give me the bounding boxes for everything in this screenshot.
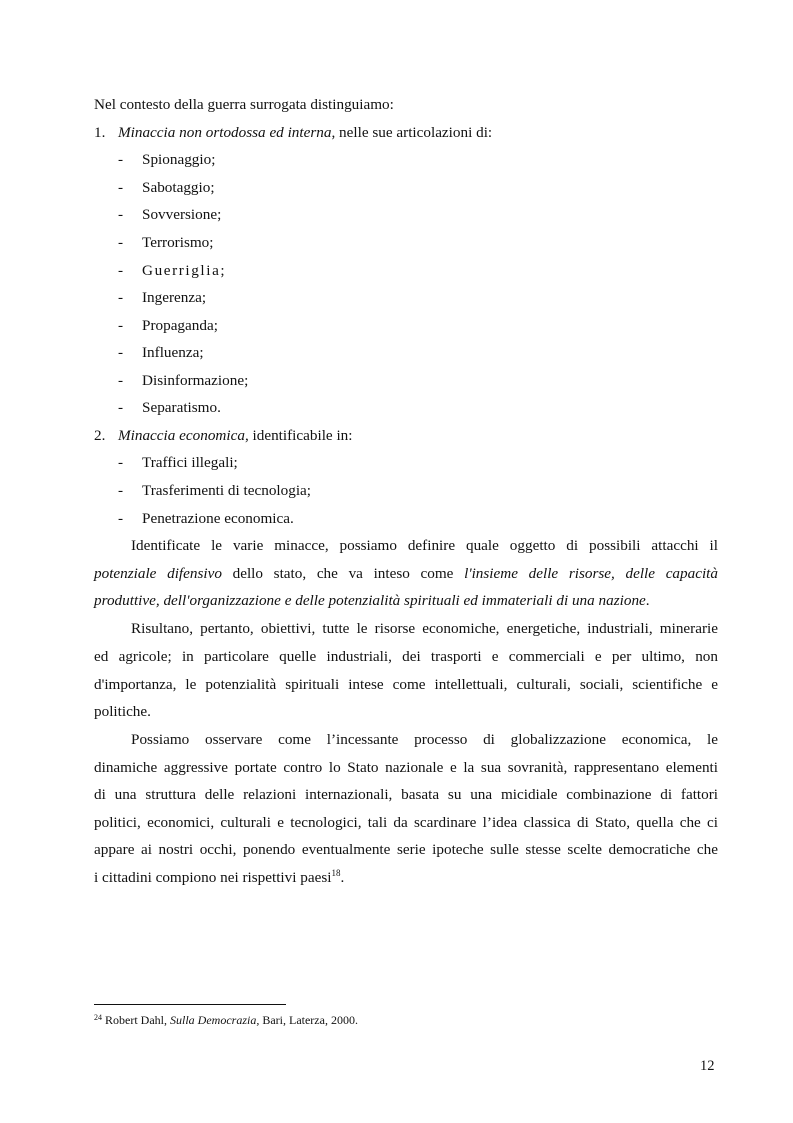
paragraph-3-line-2: dinamiche aggressive portate contro lo Stato nazionale e la sua sovranità, rappresentano elementi (94, 759, 718, 776)
bullet-dash: - (118, 206, 124, 223)
paragraph-2-line-3: d'importanza, le potenzialità spirituali intese come intellettuali, culturali, sociali, scientifiche e (94, 676, 718, 693)
section-2-rest: , identificabile in: (244, 427, 353, 444)
bullet-dash: - (118, 262, 124, 279)
emphasis-text: produttive, dell'organizzazione e delle potenzialità spirituali ed immateriali di una nazione (94, 592, 646, 609)
list-item-text: Guerriglia; (142, 262, 227, 279)
list-item-text: Traffici illegali; (142, 454, 238, 471)
bullet-dash: - (118, 482, 124, 499)
bullet-dash: - (118, 344, 124, 361)
footnote (94, 1013, 358, 1027)
bullet-dash: - (118, 372, 124, 389)
paragraph-3-line-4: politici, economici, culturali e tecnologici, tali da scardinare l’idea classica di Stato, quella che ci (94, 814, 718, 831)
bullet-dash: - (118, 510, 124, 527)
list-item-text: Sovversione; (142, 206, 222, 223)
paragraph-2-line-1: Risultano, pertanto, obiettivi, tutte le risorse economiche, energetiche, industriali, minerarie (131, 620, 718, 637)
list-item-text: Sabotaggio; (142, 179, 215, 196)
list-item-text: Influenza; (142, 344, 204, 361)
bullet-dash: - (118, 317, 124, 334)
footnote-author: Robert Dahl, (102, 1013, 170, 1027)
section-2-number: 2. (94, 427, 106, 444)
bullet-dash: - (118, 289, 124, 306)
list-item-text: Trasferimenti di tecnologia; (142, 482, 311, 499)
footnote-marker: 24 (94, 1013, 102, 1022)
paragraph-1-line-3 (94, 592, 650, 610)
footnote-title: Sulla Democrazia, (170, 1013, 260, 1027)
list-item-text: Separatismo. (142, 399, 221, 416)
paragraph-3-line-5: appare ai nostri occhi, ponendo eventualmente serie ipoteche sulle stesse scelte democratiche che (94, 841, 718, 858)
paragraph-3-line-6 (94, 869, 344, 887)
paragraph-3-line-3: di una struttura delle relazioni internazionali, basata su una micidiale combinazione di fattori (94, 786, 718, 803)
bullet-dash: - (118, 454, 124, 471)
section-1-rest: , nelle sue articolazioni di: (331, 124, 493, 141)
section-2-text (118, 427, 352, 445)
section-1-text (118, 124, 492, 142)
paragraph-1-line-2 (94, 565, 718, 583)
bullet-dash: - (118, 179, 124, 196)
paragraph-text: . (645, 592, 650, 609)
paragraph-1-line-1: Identificate le varie minacce, possiamo definire quale oggetto di possibili attacchi il (131, 537, 718, 554)
section-1-title: Minaccia non ortodossa ed interna (118, 124, 332, 141)
footnote-reference[interactable]: 18 (331, 868, 341, 878)
emphasis-text: l'insieme delle risorse, delle capacità (464, 565, 718, 582)
footnote-rest: Bari, Laterza, 2000. (259, 1013, 358, 1027)
footnote-divider (94, 1004, 286, 1005)
list-item-text: Disinformazione; (142, 372, 249, 389)
list-item-text: Penetrazione economica. (142, 510, 294, 527)
bullet-dash: - (118, 151, 124, 168)
list-item-text: Terrorismo; (142, 234, 214, 251)
paragraph-text: . (340, 869, 345, 886)
section-1-number: 1. (94, 124, 106, 141)
intro-line: Nel contesto della guerra surrogata distinguiamo: (94, 96, 394, 113)
emphasis-text: potenziale difensivo (94, 565, 222, 582)
list-item-text: Propaganda; (142, 317, 218, 334)
section-2-title: Minaccia economica (118, 427, 245, 444)
paragraph-3-line-1: Possiamo osservare come l’incessante processo di globalizzazione economica, le (131, 731, 718, 748)
bullet-dash: - (118, 399, 124, 416)
paragraph-text: i cittadini compiono nei rispettivi paesi (94, 869, 332, 886)
paragraph-2-line-4: politiche. (94, 703, 151, 720)
paragraph-text: dello stato, che va inteso come (221, 565, 465, 582)
bullet-dash: - (118, 234, 124, 251)
list-item-text: Ingerenza; (142, 289, 207, 306)
page-number: 12 (700, 1058, 715, 1074)
list-item-text: Spionaggio; (142, 151, 216, 168)
paragraph-2-line-2: ed agricole; in particolare quelle industriali, dei trasporti e commerciali e per ultimo, non (94, 648, 718, 665)
